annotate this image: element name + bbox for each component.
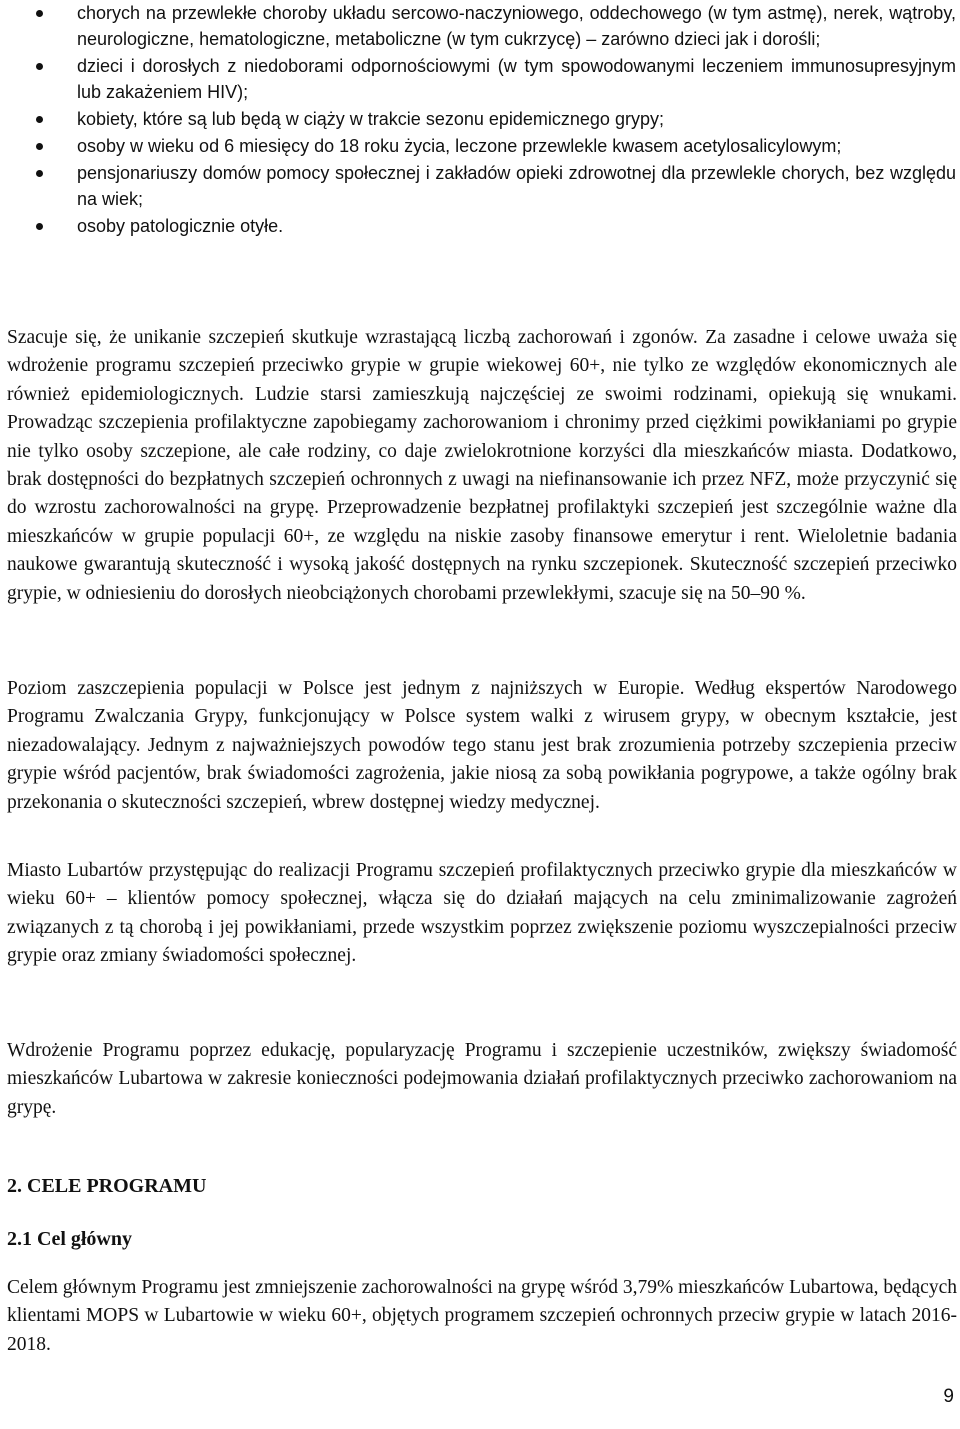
list-item [36,213,956,239]
bullet-icon [36,143,43,150]
list-item [36,106,956,132]
list-item-text: pensjonariuszy domów pomocy społecznej i zakładów opieki zdrowotnej dla przewlekle chorych, bez względu na wiek; [77,163,956,209]
list-item [36,160,956,212]
list-item-text: osoby patologicznie otyłe. [77,216,284,236]
bullet-icon [36,116,43,123]
list-item-text: chorych na przewlekłe choroby układu sercowo-naczyniowego, oddechowego (w tym astmę), nerek, wątroby, neurologiczne, hematologiczne, metaboliczne (w tym cukrzycę) – zarówno dzieci jak i dorośli; [77,3,956,49]
bullet-icon [36,223,43,230]
paragraph-main-goal: Celem głównym Programu jest zmniejszenie zachorowalności na grypę wśród 3,79% mieszkańców Lubartowa, będących klientami MOPS w Lubartowie w wieku 60+, objętych programem szczepień ochronnych przeciw grypie w latach 2016-2018. [7,1277,957,1355]
bullet-icon [36,63,43,70]
paragraph-vaccination-rationale: Szacuje się, że unikanie szczepień skutkuje wzrastającą liczbą zachorowań i zgonów. Za zasadne i celowe uważa się wdrożenie programu szczepień przeciwko grypie w grupie wiekowej 60+, nie tylko ze względów ekonomicznych ale również epidemiologicznych. Ludzie starsi zamieszkują najczęściej ze swoimi rodzinami, opiekują się wnukami. Prowadząc szczepienia profilaktyczne zapobiegamy zachorowaniom i chronimy przed ciężkimi powikłaniami po grypie nie tylko osoby szczepione, ale całe rodziny, co daje zwielokrotnione korzyści dla mieszkańców miasta. Dodatkowo, brak dostępności do bezpłatnych szczepień ochronnych z uwagi na niefinansowanie ich przez NFZ, może przyczynić się do wzrostu zachorowalności na grypę. Przeprowadzenie bezpłatnej profilaktyki szczepień jest szczególnie ważne dla mieszkańców w grupie populacji 60+, ze względu na niskie zasoby finansowe emerytur i rent. Wieloletnie badania naukowe gwarantują skuteczność i wysoką jakość dostępnych na rynku szczepionek. Skuteczność szczepień przeciwko grypie, w odniesieniu do dorosłych nieobciążonych chorobami przewlekłymi, szacuje się na 50–90 %. [7,327,957,604]
bullet-icon [36,170,43,177]
list-item-text: osoby w wieku od 6 miesięcy do 18 roku życia, leczone przewlekle kwasem acetylosalicylowym; [77,136,842,156]
bullet-list [36,0,956,239]
paragraph-lubartow-program: Miasto Lubartów przystępując do realizacji Programu szczepień profilaktycznych przeciwko grypie dla mieszkańców w wieku 60+ – klientów pomocy społecznej, włącza się do działań mających na celu zminimalizowanie zagrożeń związanych z tą chorobą i jej powikłaniami, przede wszystkim poprzez zwiększenie poziomu wyszczepialności przeciw grypie oraz zmiany świadomości społecznej. [7,860,957,967]
section-heading: 2. CELE PROGRAMU [7,1175,207,1197]
list-item-text: kobiety, które są lub będą w ciąży w trakcie sezonu epidemicznego grypy; [77,109,664,129]
subsection-heading: 2.1 Cel główny [7,1228,132,1250]
paragraph-program-implementation: Wdrożenie Programu poprzez edukację, popularyzację Programu i szczepienie uczestników, zwiększy świadomość mieszkańców Lubartowa w zakresie konieczności podejmowania działań profilaktycznych przeciwko zachorowaniom na grypę. [7,1040,957,1118]
list-item [36,133,956,159]
list-item [36,0,956,52]
paragraph-vaccination-level: Poziom zaszczepienia populacji w Polsce jest jednym z najniższych w Europie. Według ekspertów Narodowego Programu Zwalczania Grypy, funkcjonujący w Polsce system walki z wirusem grypy, w obecnym kształcie, jest niezadowalający. Jednym z najważniejszych powodów tego stanu jest brak zrozumienia potrzeby szczepienia przeciw grypie wśród pacjentów, brak świadomości zagrożenia, jakie niosą za sobą powikłania pogrypowe, a także ogólny brak przekonania o skuteczności szczepień, wbrew dostępnej wiedzy medycznej. [7,678,957,813]
list-item-text: dzieci i dorosłych z niedoborami odpornościowymi (w tym spowodowanymi leczeniem immunosupresyjnym lub zakażeniem HIV); [77,56,956,102]
bullet-icon [36,10,43,17]
list-item [36,53,956,105]
page-number: 9 [943,1386,954,1407]
